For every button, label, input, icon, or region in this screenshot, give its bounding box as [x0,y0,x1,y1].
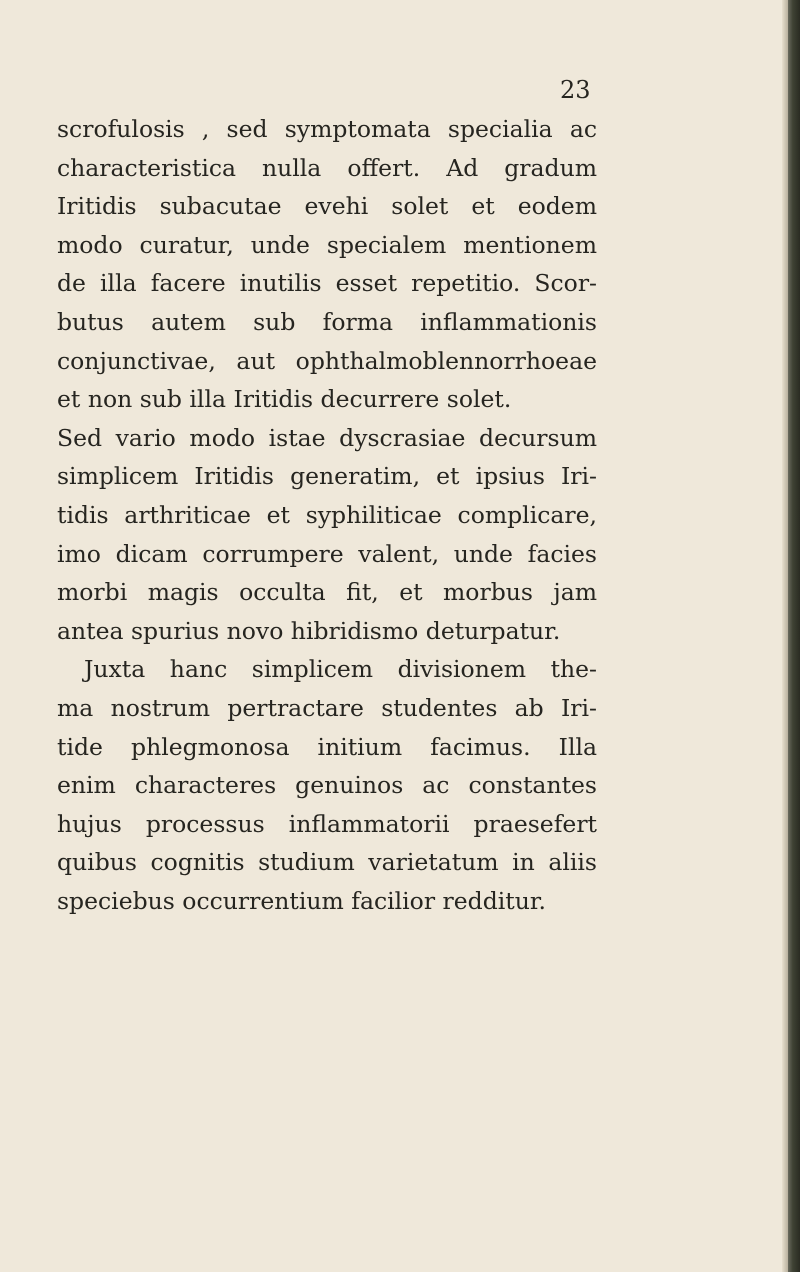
text-line-11: tidis arthriticae et syphiliticae complicare, [57,500,597,529]
text-line-12: imo dicam corrumpere valent, unde facies [57,539,597,568]
text-line-5: de illa facere inutilis esset repetitio. Scor- [57,269,597,298]
text-line-20: quibus cognitis studium varietatum in aliis [57,848,597,877]
text-line-8: et non sub illa Iritidis decurrere solet. [57,385,512,414]
text-line-15: Juxta hanc simplicem divisionem the- [84,655,597,684]
text-line-14: antea spurius novo hibridismo deturpatur. [57,616,561,645]
text-line-17: tide phlegmonosa initium facimus. Illa [57,732,597,761]
text-line-3: Iritidis subacutae evehi solet et eodem [57,192,597,221]
page-number: 23 [560,76,591,104]
text-line-9: Sed vario modo istae dyscrasiae decursum [57,423,597,452]
text-line-13: morbi magis occulta fit, et morbus jam [57,578,597,607]
book-spine-edge [788,0,800,1272]
text-line-4: modo curatur, unde specialem mentionem [57,230,597,259]
text-line-19: hujus processus inflammatorii praesefert [57,809,597,838]
text-line-18: enim characteres genuinos ac constantes [57,771,597,800]
text-line-2: characteristica nulla offert. Ad gradum [57,153,597,182]
text-line-7: conjunctivae, aut ophthalmoblennorrhoeae [57,346,597,375]
text-line-16: ma nostrum pertractare studentes ab Iri- [57,693,597,722]
text-line-6: butus autem sub forma inflammationis [57,307,597,336]
text-line-10: simplicem Iritidis generatim, et ipsius Iri- [57,462,597,491]
text-line-21: speciebus occurrentium facilior redditur. [57,886,546,915]
body-text [57,110,597,920]
text-line-1: scrofulosis , sed symptomata specialia ac [57,115,597,143]
